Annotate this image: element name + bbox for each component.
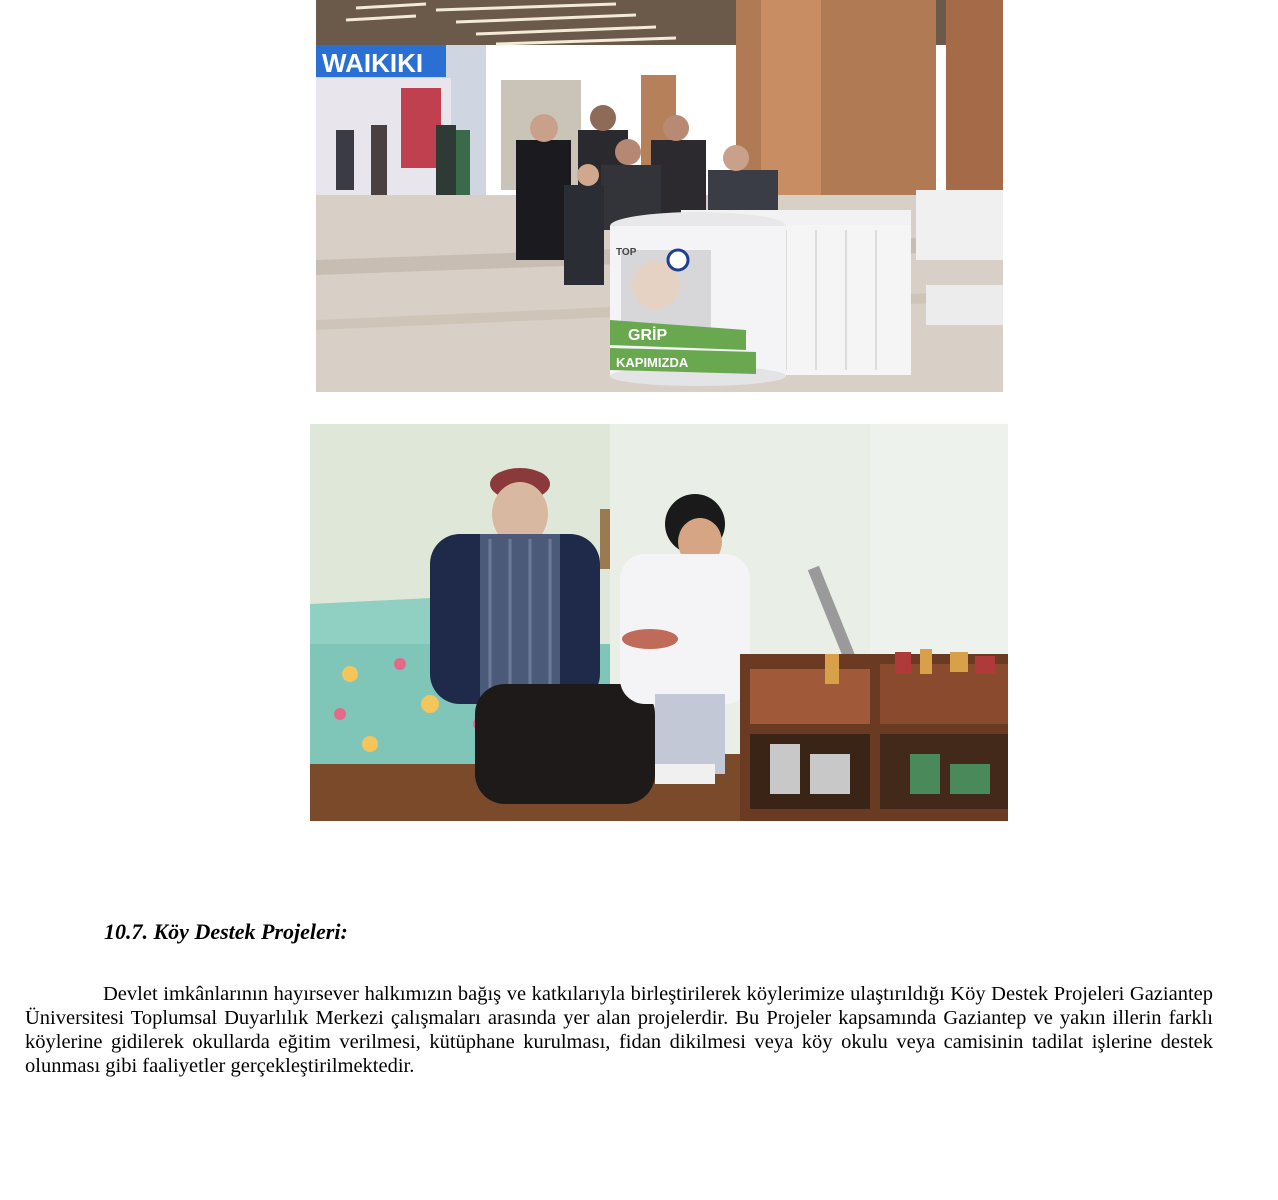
mall-booth-photo: [316, 0, 1003, 392]
booth-title-line1: GRİP: [628, 327, 668, 344]
booth-logo-text: TOP: [616, 247, 637, 258]
booth-title-line2: KAPIMIZDA: [616, 355, 689, 370]
section-paragraph-text: Devlet imkânlarının hayırsever halkımızın bağış ve katkılarıyla birleştirilerek köylerimize ulaştırıldığı Köy Destek Projeleri Gaziantep Üniversitesi Toplumsal Duyarlılık Merkezi çalışmaları arasında yer alan projelerdir. Bu Projeler kapsamında Gaziantep ve yakın illerin farklı köylerine gidilerek okullarda eğitim verilmesi, kütüphane kurulması, fidan dikilmesi veya köy okulu veya camisinin tadilat işlerine destek olunması gibi faaliyetler gerçekleştirilmektedir.: [25, 983, 1213, 1077]
store-sign-text: WAIKIKI: [322, 48, 424, 78]
section-heading: 10.7. Köy Destek Projeleri:: [104, 919, 348, 944]
village-visit-photo: [310, 424, 1008, 821]
section-paragraph: [25, 982, 1213, 1078]
